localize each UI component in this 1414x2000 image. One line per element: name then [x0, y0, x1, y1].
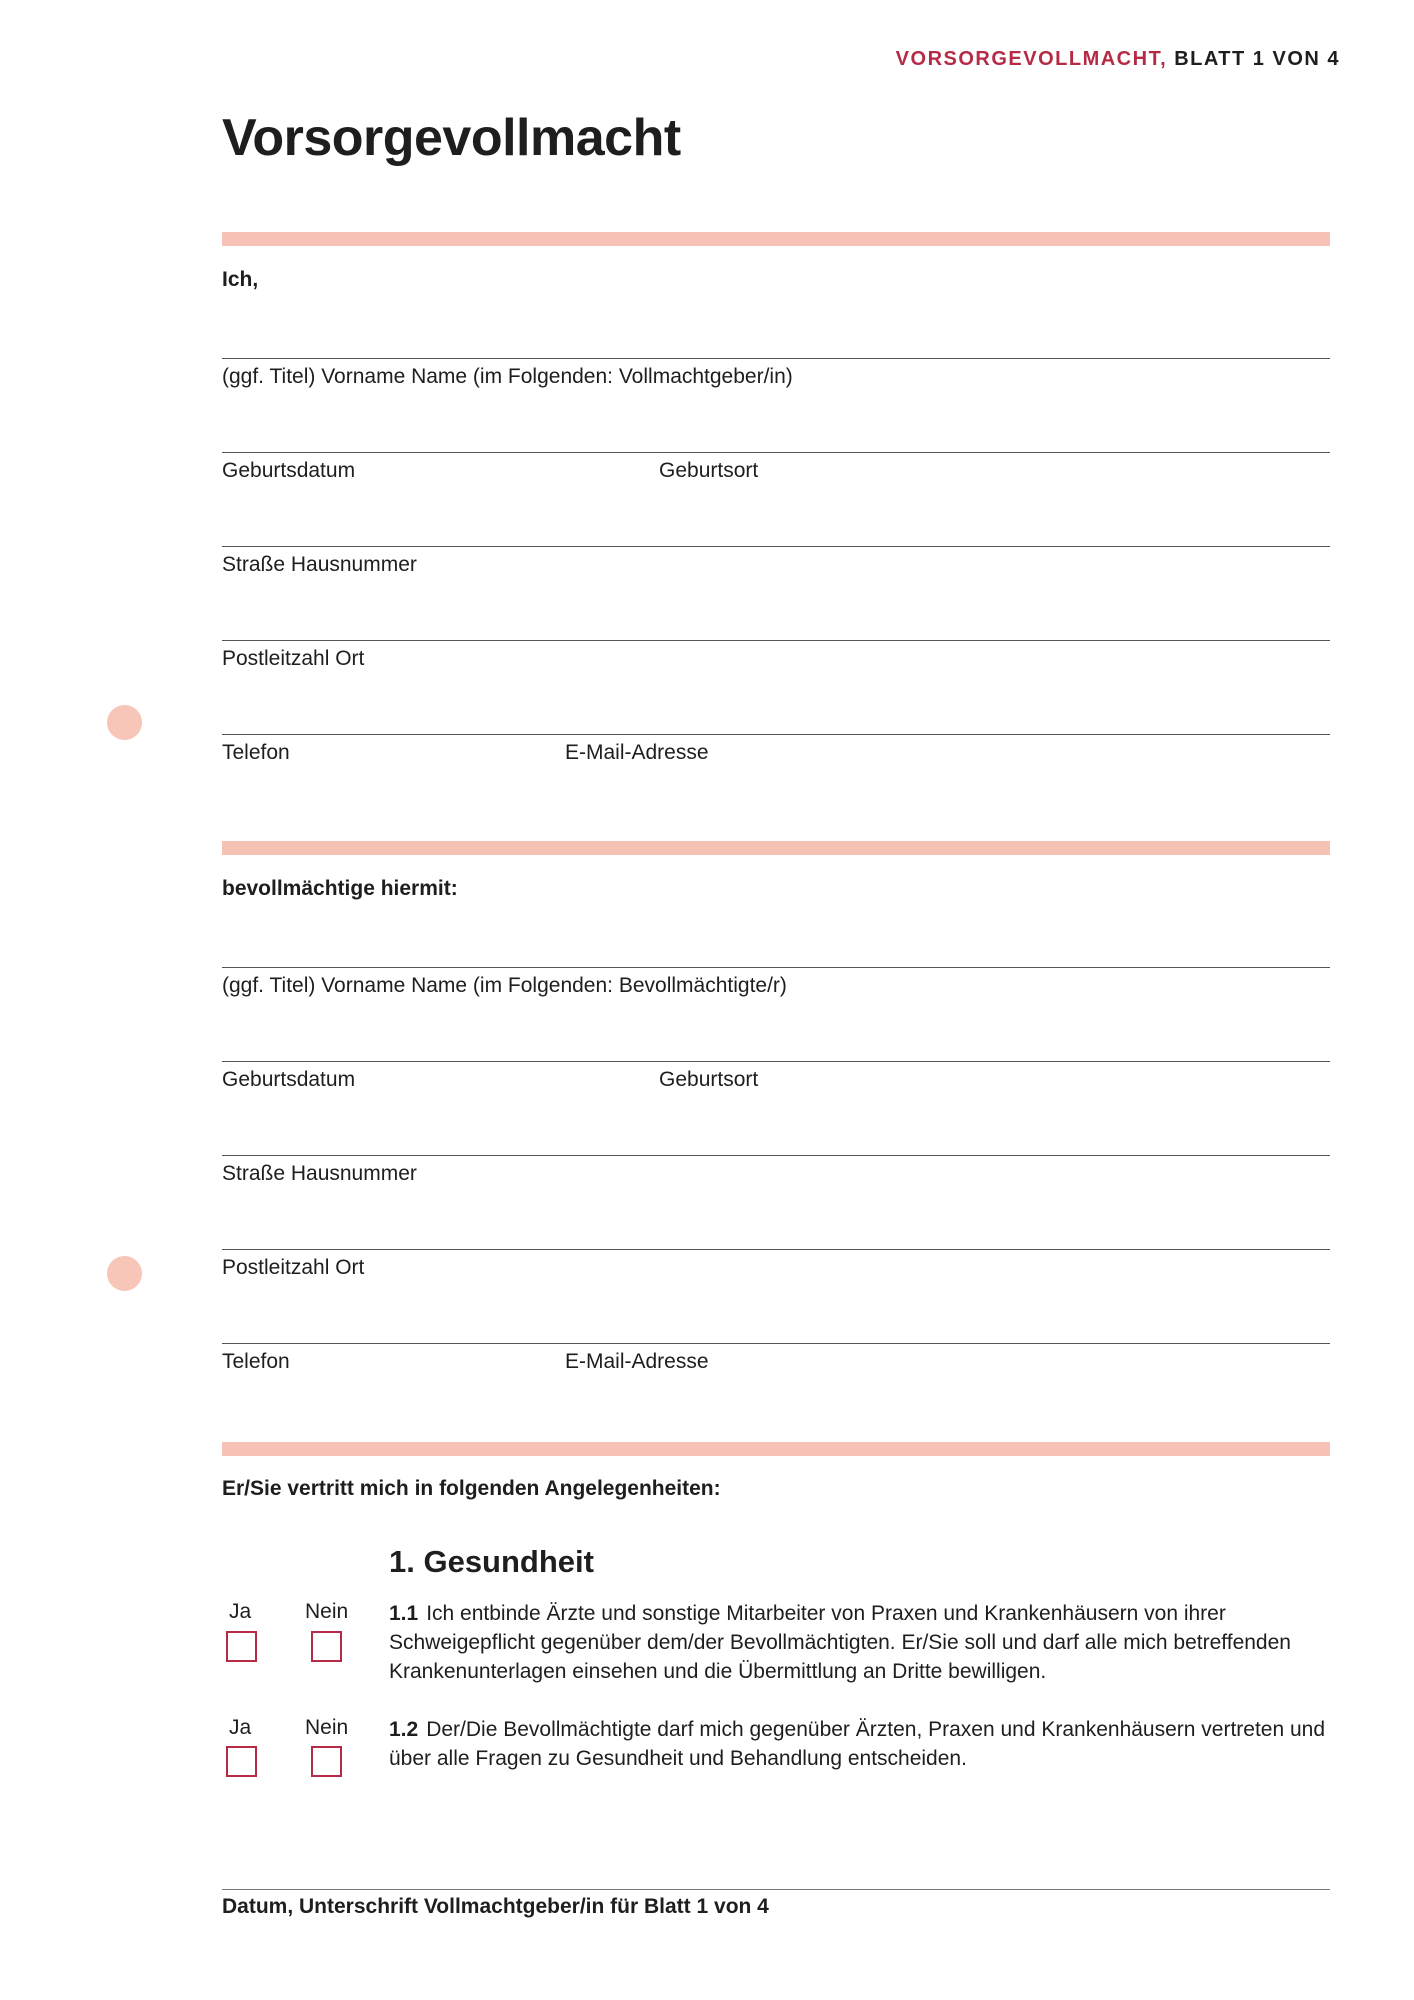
agent-street-line[interactable] [222, 1155, 1330, 1156]
section-divider-bar [222, 232, 1330, 246]
agent-postal-label: Postleitzahl Ort [222, 1256, 365, 1279]
yes-label: Ja [229, 1600, 252, 1623]
grantor-birthdate-label: Geburtsdatum [222, 459, 356, 482]
health-item-1-2 [389, 1715, 1329, 1773]
item-text: Ich entbinde Ärzte und sonstige Mitarbeiter von Praxen und Krankenhäusern von ihrer Schweigepflicht gegenüber dem/der Bevollmächtigten. Er/Sie soll und darf alle mich betreffenden Krankenunterlagen einsehen und die Übermittlung an Dritte bewilligen. [389, 1602, 1291, 1683]
no-label: Nein [305, 1600, 349, 1623]
yes-label: Ja [229, 1716, 252, 1739]
grantor-postal-line[interactable] [222, 640, 1330, 641]
health-item-1-1 [389, 1599, 1329, 1686]
grantor-contact-line[interactable] [222, 734, 1330, 735]
agent-birthplace-label: Geburtsort [659, 1068, 759, 1091]
grantor-postal-label: Postleitzahl Ort [222, 647, 365, 670]
item-number: 1.1 [389, 1602, 419, 1625]
item-1-1-yes-checkbox[interactable] [226, 1631, 257, 1662]
matters-section-label: Er/Sie vertritt mich in folgenden Angelegenheiten: [222, 1477, 721, 1500]
agent-name-line[interactable] [222, 967, 1330, 968]
punch-hole-mark [107, 705, 142, 740]
item-1-2-no-checkbox[interactable] [311, 1746, 342, 1777]
agent-email-label: E-Mail-Adresse [565, 1350, 709, 1373]
grantor-phone-label: Telefon [222, 741, 290, 764]
agent-contact-line[interactable] [222, 1343, 1330, 1344]
item-1-2-yes-checkbox[interactable] [226, 1746, 257, 1777]
agent-section-label: bevollmächtige hiermit: [222, 877, 458, 900]
item-number: 1.2 [389, 1718, 419, 1741]
agent-birth-line[interactable] [222, 1061, 1330, 1062]
grantor-name-line[interactable] [222, 358, 1330, 359]
health-heading: 1. Gesundheit [389, 1544, 594, 1579]
no-label: Nein [305, 1716, 349, 1739]
grantor-birthplace-label: Geburtsort [659, 459, 759, 482]
grantor-section-label: Ich, [222, 268, 259, 291]
header-page-info: BLATT 1 VON 4 [1174, 48, 1340, 70]
page-header [896, 48, 1340, 71]
signature-label: Datum, Unterschrift Vollmachtgeber/in für Blatt 1 von 4 [222, 1895, 769, 1918]
signature-line[interactable] [222, 1889, 1330, 1890]
section-divider-bar [222, 1442, 1330, 1456]
item-text: Der/Die Bevollmächtigte darf mich gegenüber Ärzten, Praxen und Krankenhäusern vertreten und über alle Fragen zu Gesundheit und Behandlung entscheiden. [389, 1718, 1326, 1770]
header-title: VORSORGEVOLLMACHT, [895, 48, 1168, 70]
grantor-birth-line[interactable] [222, 452, 1330, 453]
agent-birthdate-label: Geburtsdatum [222, 1068, 356, 1091]
section-divider-bar [222, 841, 1330, 855]
agent-phone-label: Telefon [222, 1350, 290, 1373]
document-title: Vorsorgevollmacht [222, 109, 681, 167]
grantor-email-label: E-Mail-Adresse [565, 741, 709, 764]
grantor-street-line[interactable] [222, 546, 1330, 547]
agent-postal-line[interactable] [222, 1249, 1330, 1250]
agent-street-label: Straße Hausnummer [222, 1162, 417, 1185]
punch-hole-mark [107, 1256, 142, 1291]
grantor-name-label: (ggf. Titel) Vorname Name (im Folgenden: Vollmachtgeber/in) [222, 365, 793, 388]
agent-name-label: (ggf. Titel) Vorname Name (im Folgenden: Bevollmächtigte/r) [222, 974, 787, 997]
item-1-1-no-checkbox[interactable] [311, 1631, 342, 1662]
grantor-street-label: Straße Hausnummer [222, 553, 417, 576]
